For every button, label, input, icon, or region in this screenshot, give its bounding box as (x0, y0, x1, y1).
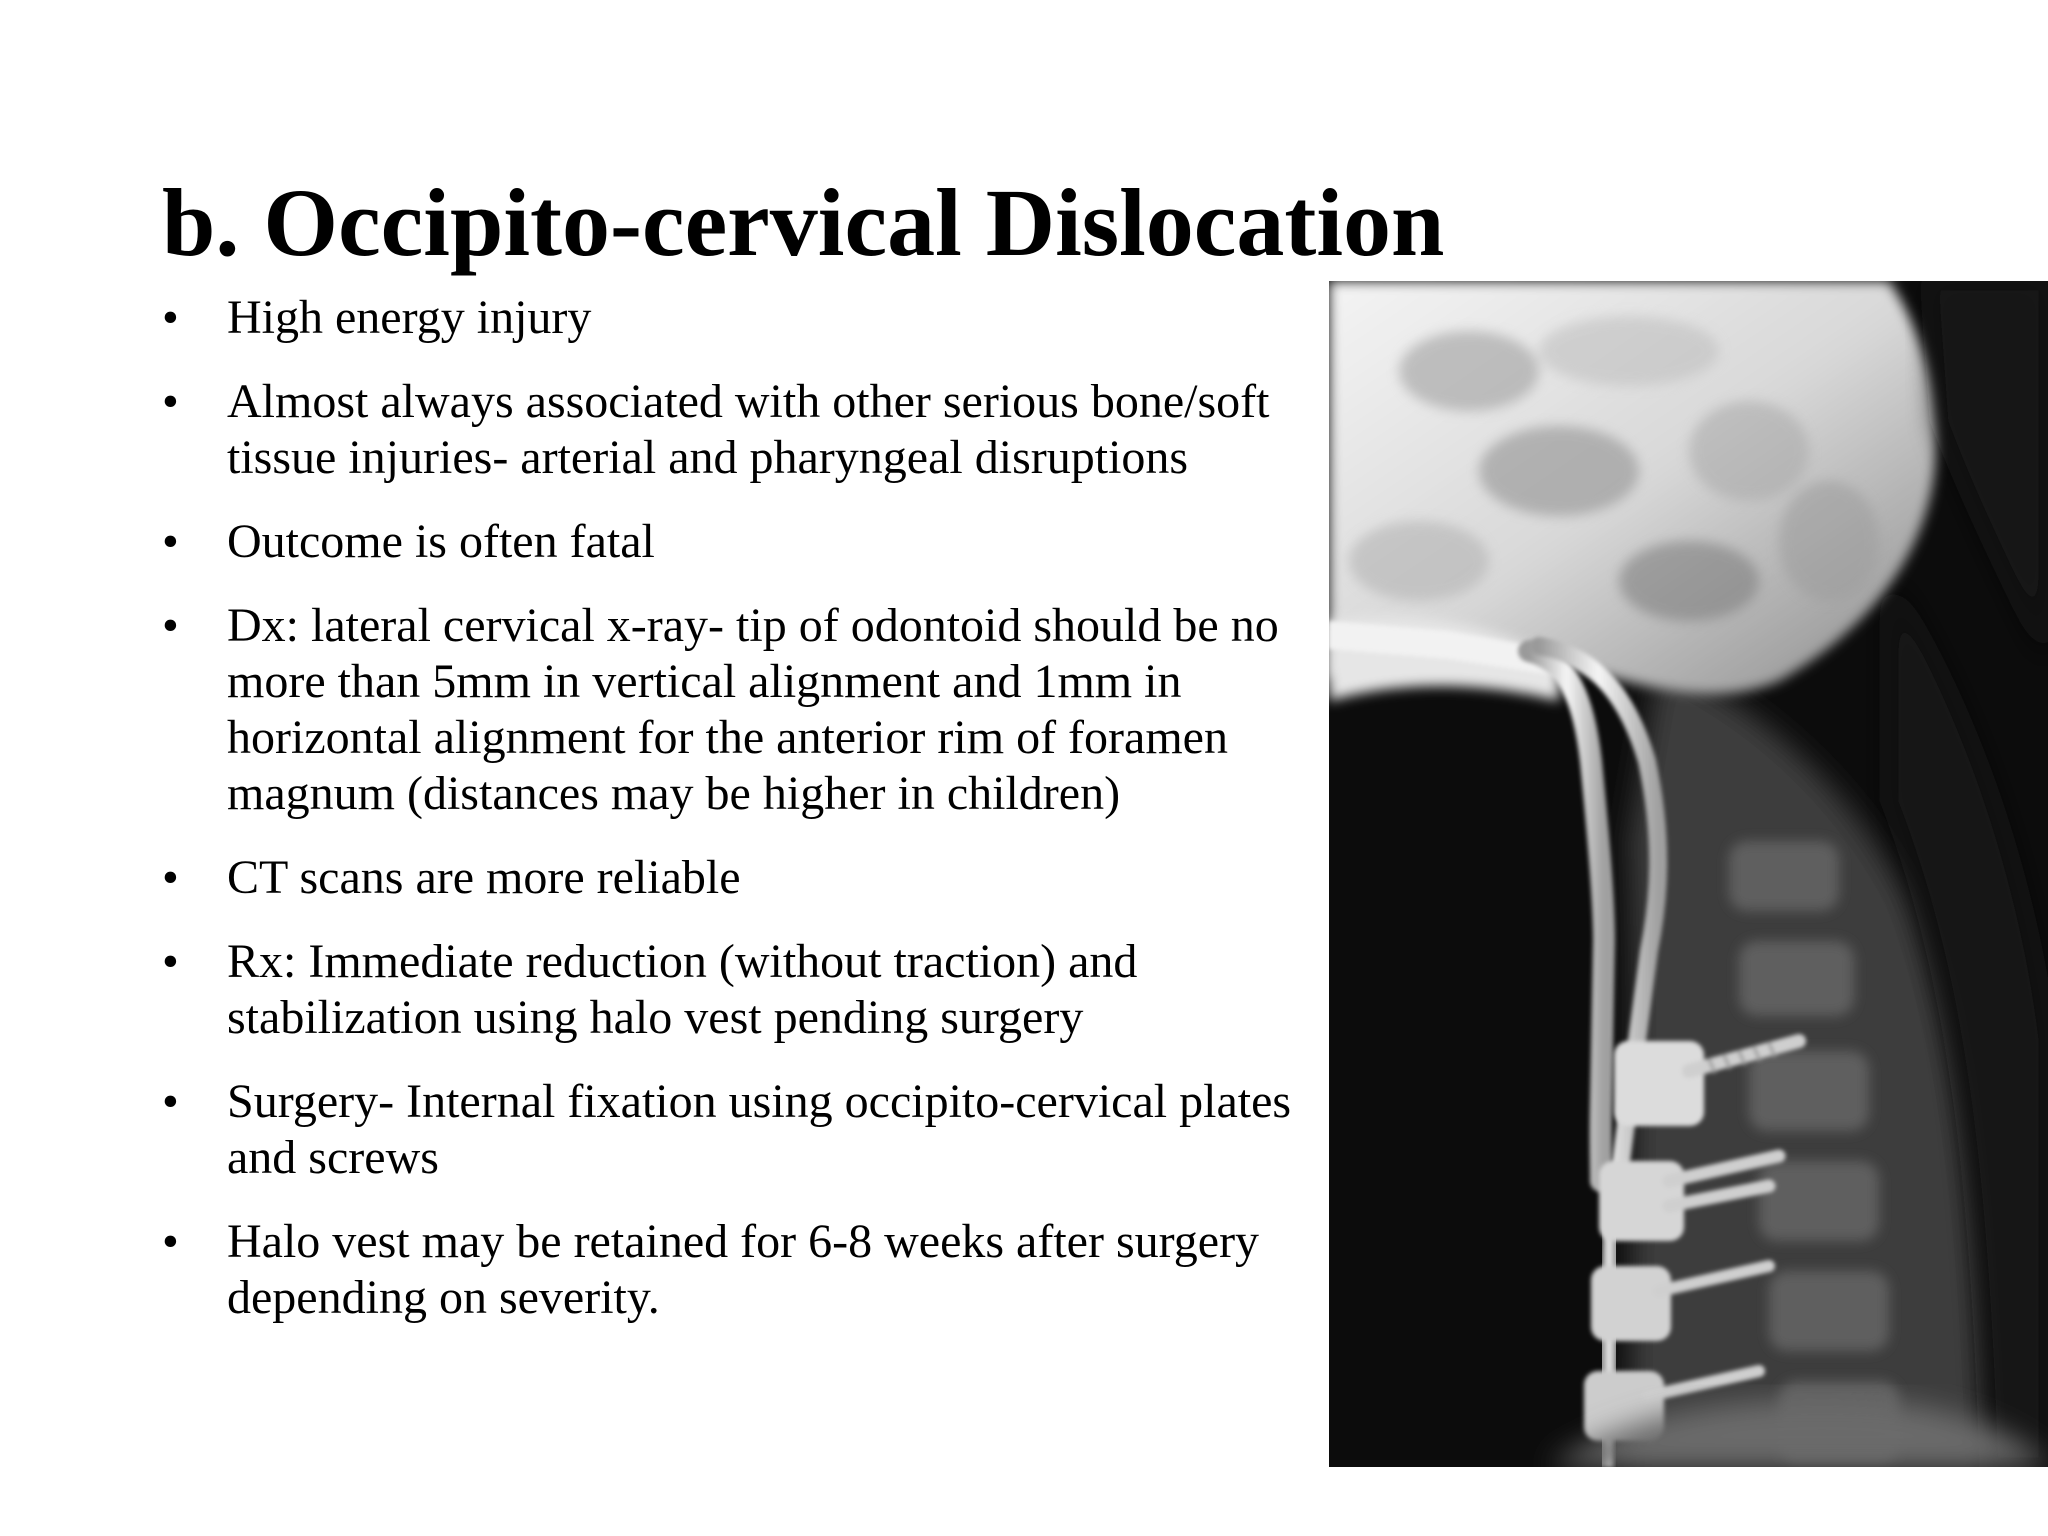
bullet-text: Almost always associated with other serious bone/soft tissue injuries- arterial and pharyngeal disruptions (227, 375, 1270, 484)
bullet-text: Dx: lateral cervical x-ray- tip of odontoid should be no more than 5mm in vertical alignment and 1mm in horizontal alignment for the anterior rim of foramen magnum (distances may be higher in children) (227, 599, 1279, 820)
bullet-dot: • (162, 291, 179, 344)
bullet-dot: • (162, 599, 179, 652)
bullet-item (162, 934, 1322, 1046)
bullet-text: Surgery- Internal fixation using occipito-cervical plates and screws (227, 1075, 1292, 1184)
slide-title: b. Occipito-cervical Dislocation (162, 169, 1445, 276)
xray-image (1329, 281, 2048, 1467)
bullet-text: Outcome is often fatal (227, 515, 655, 568)
bullet-text: High energy injury (227, 291, 592, 344)
bullet-dot: • (162, 375, 179, 428)
bullet-item (162, 850, 1322, 906)
bullet-item (162, 1214, 1322, 1326)
bullet-item (162, 598, 1322, 822)
bullet-list (162, 290, 1322, 1354)
bullet-item (162, 374, 1322, 486)
bullet-text: Rx: Immediate reduction (without traction) and stabilization using halo vest pending surgery (227, 935, 1138, 1044)
bullet-text: CT scans are more reliable (227, 851, 741, 904)
bullet-item (162, 514, 1322, 570)
bullet-item (162, 1074, 1322, 1186)
bullet-dot: • (162, 515, 179, 568)
bullet-dot: • (162, 851, 179, 904)
xray-illustration (1329, 281, 2048, 1467)
bullet-dot: • (162, 1075, 179, 1128)
bullet-item (162, 290, 1322, 346)
bullet-dot: • (162, 935, 179, 988)
bullet-dot: • (162, 1215, 179, 1268)
bullet-text: Halo vest may be retained for 6-8 weeks after surgery depending on severity. (227, 1215, 1260, 1324)
